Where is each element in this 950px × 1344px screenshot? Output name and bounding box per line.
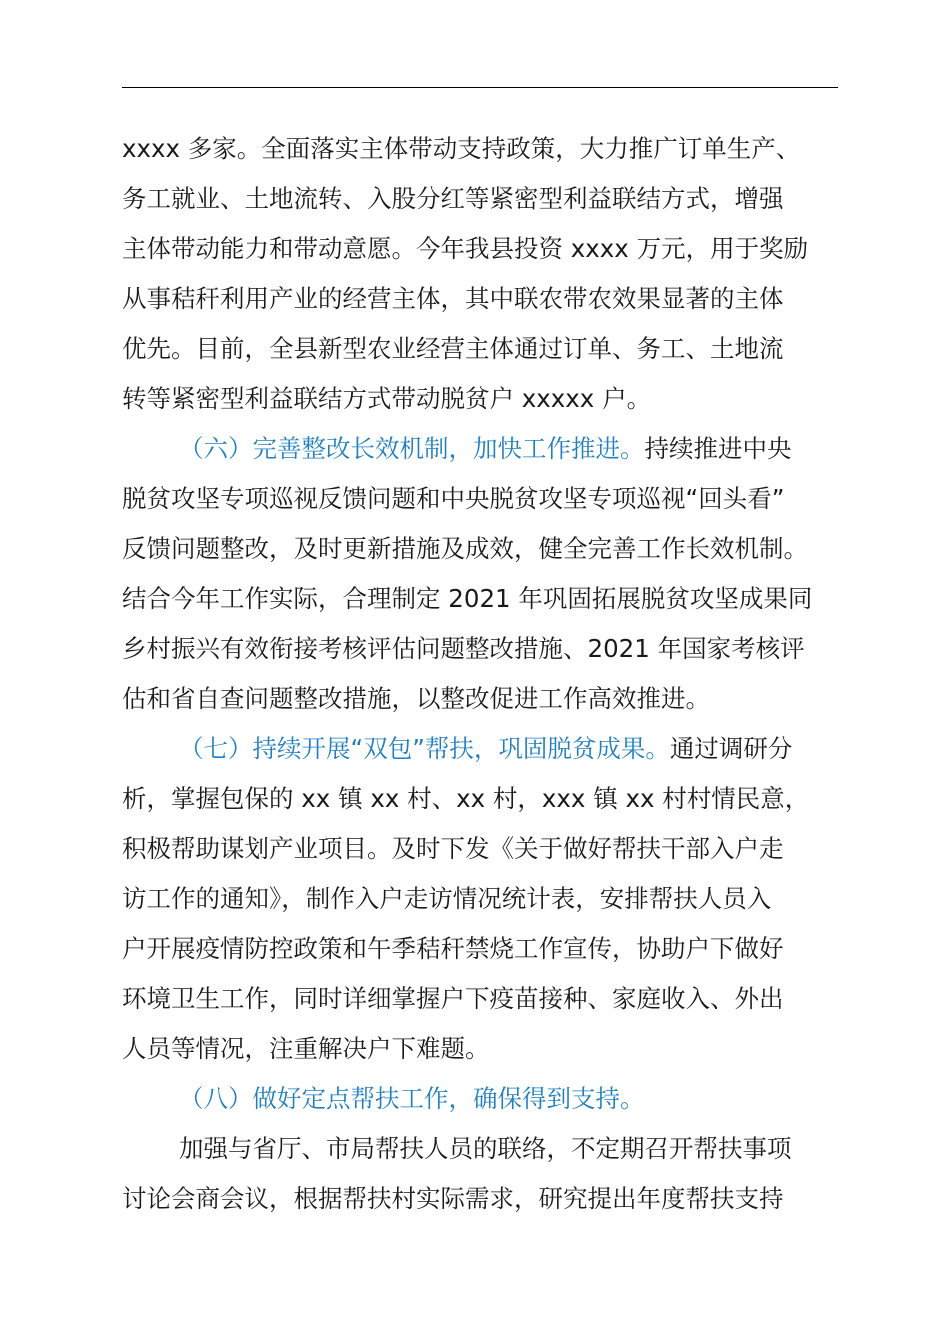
text-line: 访工作的通知》，制作入户走访情况统计表，安排帮扶人员入	[122, 884, 772, 913]
text-line: 优先。目前，全县新型农业经营主体通过订单、务工、土地流	[122, 334, 784, 363]
text-line: 加强与省厅、市局帮扶人员的联络，不定期召开帮扶事项	[179, 1134, 792, 1163]
text-line: 结合今年工作实际，合理制定 2021 年巩固拓展脱贫攻坚成果同	[122, 584, 813, 613]
text-line: 人员等情况，注重解决户下难题。	[122, 1034, 490, 1063]
section-heading-six: （六）完善整改长效机制，加快工作推进。	[179, 434, 645, 463]
text-line: 从事秸秆利用产业的经营主体，其中联农带农效果显著的主体	[122, 284, 784, 313]
text-line: 析，掌握包保的 xx 镇 xx 村、xx 村，xxx 镇 xx 村村情民意，	[122, 784, 810, 813]
text-line: 讨论会商会议，根据帮扶村实际需求，研究提出年度帮扶支持	[122, 1184, 784, 1213]
text-line: 务工就业、土地流转、入股分红等紧密型利益联结方式，增强	[122, 184, 784, 213]
text-run: 通过调研分	[669, 734, 793, 763]
text-line: 积极帮助谋划产业项目。及时下发《关于做好帮扶干部入户走	[122, 834, 784, 863]
text-line: 环境卫生工作，同时详细掌握户下疫苗接种、家庭收入、外出	[122, 984, 784, 1013]
body-text	[122, 124, 842, 1224]
section-six-first-line	[122, 424, 842, 474]
text-line: 反馈问题整改，及时更新措施及成效，健全完善工作长效机制。	[122, 534, 808, 563]
text-line: 主体带动能力和带动意愿。今年我县投资 xxxx 万元，用于奖励	[122, 234, 809, 263]
text-line: 估和省自查问题整改措施，以整改促进工作高效推进。	[122, 684, 710, 713]
section-heading-eight: （八）做好定点帮扶工作，确保得到支持。	[179, 1084, 645, 1113]
section-seven-first-line	[122, 724, 842, 774]
text-line: 户开展疫情防控政策和午季秸秆禁烧工作宣传，协助户下做好	[122, 934, 784, 963]
text-line: 转等紧密型利益联结方式带动脱贫户 xxxxx 户。	[122, 384, 652, 413]
text-line: xxxx 多家。全面落实主体带动支持政策，大力推广订单生产、	[122, 134, 801, 163]
text-run: 持续推进中央	[644, 434, 792, 463]
text-line: 乡村振兴有效衔接考核评估问题整改措施、2021 年国家考核评	[122, 634, 805, 663]
section-heading-seven: （七）持续开展“双包”帮扶，巩固脱贫成果。	[179, 734, 670, 763]
header-rule	[122, 87, 838, 88]
section-eight-first-line	[122, 1074, 842, 1124]
text-line: 脱贫攻坚专项巡视反馈问题和中央脱贫攻坚专项巡视“回头看”	[122, 484, 785, 513]
